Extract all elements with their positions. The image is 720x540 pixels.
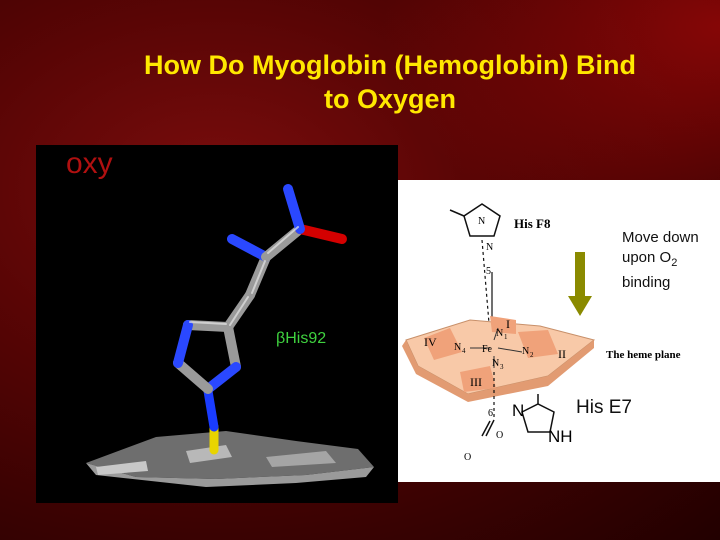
- note-line3: binding: [622, 274, 671, 291]
- c-o-bond: [300, 229, 342, 239]
- down-arrow-icon: [568, 296, 592, 316]
- bond-6-label: 6: [488, 408, 493, 419]
- ne2-bond: [208, 391, 214, 427]
- state-label: oxy: [66, 147, 113, 180]
- o-label-1: O: [496, 430, 504, 441]
- imidazole-nh-label: NH: [548, 427, 573, 446]
- n3-sub: 3: [500, 363, 504, 371]
- pyrrole-iv-label: IV: [424, 335, 437, 349]
- slide-title-line2: to Oxygen: [323, 84, 457, 114]
- o-label-2: O: [464, 452, 472, 463]
- residue-label: βHis92: [276, 330, 327, 347]
- heme-diagram: [398, 180, 720, 482]
- arrow-shaft: [575, 252, 585, 298]
- n-ca-bond: [232, 239, 266, 257]
- note-line2: [622, 248, 718, 273]
- imidazole-n-label: N: [512, 401, 525, 420]
- ring-n-top: N: [478, 216, 486, 227]
- note-line2-sub: 2: [671, 257, 678, 269]
- pyrrole-i-label: I: [506, 317, 510, 331]
- imidazole-ring: [178, 325, 236, 389]
- note-line2-text: upon O: [622, 249, 672, 266]
- n1-label: N: [496, 328, 504, 339]
- n3-label: N: [492, 358, 500, 369]
- binding-note: [622, 228, 718, 293]
- c-n-bond: [288, 189, 300, 229]
- fe-label: Fe: [482, 344, 492, 355]
- pyrrole-iii-label: III: [470, 375, 482, 389]
- n4-label: N: [454, 342, 462, 353]
- ring-n-bottom: N: [486, 242, 494, 253]
- his-e7-label: His E7: [576, 397, 632, 418]
- ca-c-bond: [266, 229, 300, 257]
- his-f8-label: His F8: [514, 216, 551, 231]
- n2-sub: 2: [530, 351, 534, 359]
- molecular-structure-image: [36, 145, 398, 503]
- his92-stick-model: [36, 145, 398, 503]
- o-o-bond-2: [482, 421, 490, 436]
- slide-title-line1: How Do Myoglobin (Hemoglobin) Bind: [144, 50, 636, 80]
- heme-plane-label: The heme plane: [606, 349, 681, 361]
- n4-sub: 4: [462, 347, 466, 355]
- n2-label: N: [522, 346, 530, 357]
- slide-title: [70, 48, 710, 116]
- heme-schematic: [398, 180, 720, 482]
- pyrrole-ii-label: II: [558, 347, 566, 361]
- bond-5-label: 5: [486, 266, 491, 277]
- his-f8-stub: [450, 210, 464, 216]
- note-line1: Move down: [622, 229, 699, 246]
- n1-sub: 1: [504, 333, 508, 341]
